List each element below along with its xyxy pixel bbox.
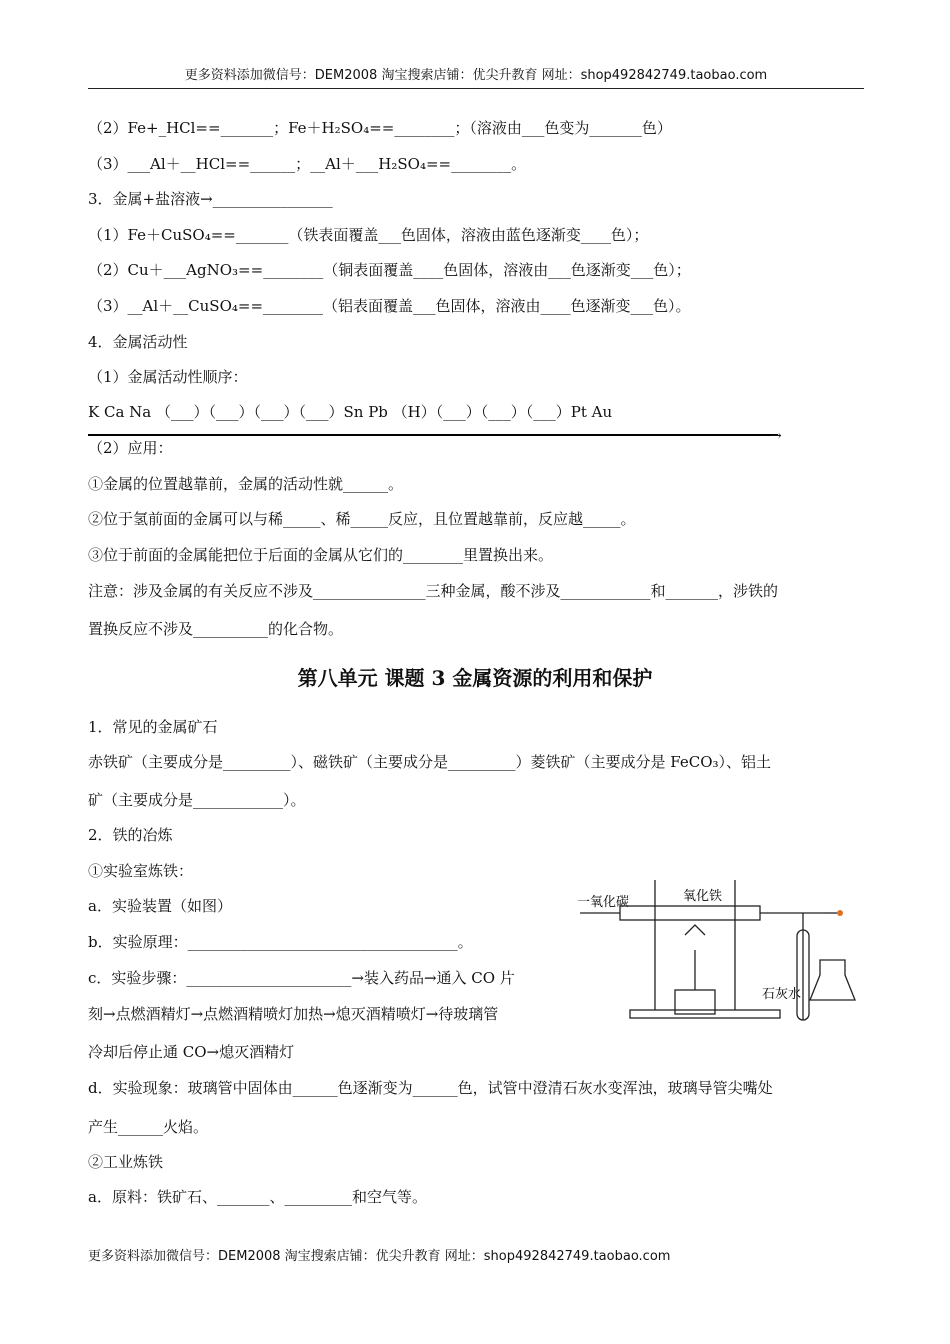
- page-header: 更多资料添加微信号：DEM2008 淘宝搜索店铺：优尖升教育 网址：shop492842749.taobao.com: [88, 64, 864, 89]
- text-line: 2．铁的冶炼: [88, 826, 173, 844]
- text-line: （1）Fe＋CuSO₄==_______（铁表面覆盖___色固体，溶液由蓝色逐渐变____色）；: [88, 226, 649, 244]
- fe2o3-label: 氧化铁: [683, 888, 723, 903]
- text-line: 3．金属+盐溶液→________________: [88, 190, 333, 208]
- section-title: 第八单元 课题 3 金属资源的利用和保护: [297, 666, 653, 690]
- text-line: ③位于前面的金属能把位于后面的金属从它们的________里置换出来。: [88, 546, 554, 564]
- text-line: （3）___Al＋__HCl==______；__Al＋___H₂SO₄==________。: [88, 155, 527, 173]
- text-line: 矿（主要成分是____________）。: [88, 791, 306, 809]
- text-line: b．实验原理：____________________________________。: [88, 933, 473, 951]
- text-line: 4．金属活动性: [88, 333, 188, 351]
- text-line: 冷却后停止通 CO→熄灭酒精灯: [88, 1043, 295, 1061]
- page-footer: 更多资料添加微信号：DEM2008 淘宝搜索店铺：优尖升教育 网址：shop492842749.taobao.com: [88, 1249, 671, 1264]
- text-line: ②工业炼铁: [88, 1153, 164, 1171]
- text-line: c．实验步骤：______________________→装入药品→通入 CO 片: [88, 969, 515, 987]
- text-line: 产生______火焰。: [88, 1118, 209, 1136]
- text-line: a．原料：铁矿石、_______、_________和空气等。: [88, 1188, 427, 1206]
- text-line: 置换反应不涉及__________的化合物。: [88, 620, 344, 638]
- text-line: ①实验室炼铁：: [88, 862, 194, 880]
- text-line: ①金属的位置越靠前，金属的活动性就______。: [88, 475, 404, 493]
- text-line: （2）应用：: [88, 439, 173, 457]
- text-line: a．实验装置（如图）: [88, 897, 232, 915]
- text-line: （2）Fe+_HCl==_______；Fe＋H₂SO₄==________；（溶液由___色变为_______色）: [88, 119, 672, 137]
- text-line: （2）Cu＋___AgNO₃==________（铜表面覆盖____色固体，溶液由___色逐渐变___色）；: [88, 261, 691, 279]
- limewater-label: 石灰水: [762, 986, 802, 1001]
- text-line: d．实验现象：玻璃管中固体由______色逐渐变为______色，试管中澄清石灰水变浑浊，玻璃导管尖嘴处: [88, 1079, 773, 1097]
- text-line: 注意：涉及金属的有关反应不涉及_______________三种金属，酸不涉及____________和_______，涉铁的: [88, 582, 779, 600]
- text-line: （1）金属活动性顺序：: [88, 368, 248, 386]
- activity-series: K Ca Na （___）（___）（___）（___）Sn Pb （H）（___）（___）（___）Pt Au: [88, 403, 613, 421]
- text-line: 1．常见的金属矿石: [88, 718, 218, 736]
- text-line: 赤铁矿（主要成分是_________）、磁铁矿（主要成分是_________）菱铁矿（主要成分是 FeCO₃）、铝土: [88, 753, 772, 771]
- co-label: 一氧化碳: [577, 894, 630, 909]
- text-line: 刻→点燃酒精灯→点燃酒精喷灯加热→熄灭酒精喷灯→待玻璃管: [88, 1005, 499, 1023]
- text-line: ②位于氢前面的金属可以与稀_____、稀_____反应，且位置越靠前，反应越_____。: [88, 510, 636, 528]
- text-line: （3）__Al＋__CuSO₄==________（铝表面覆盖___色固体，溶液由____色逐渐变___色）。: [88, 297, 691, 315]
- apparatus-figure: [575, 880, 875, 1028]
- arrow-head-icon: →: [770, 428, 782, 444]
- series-arrow: [88, 434, 778, 436]
